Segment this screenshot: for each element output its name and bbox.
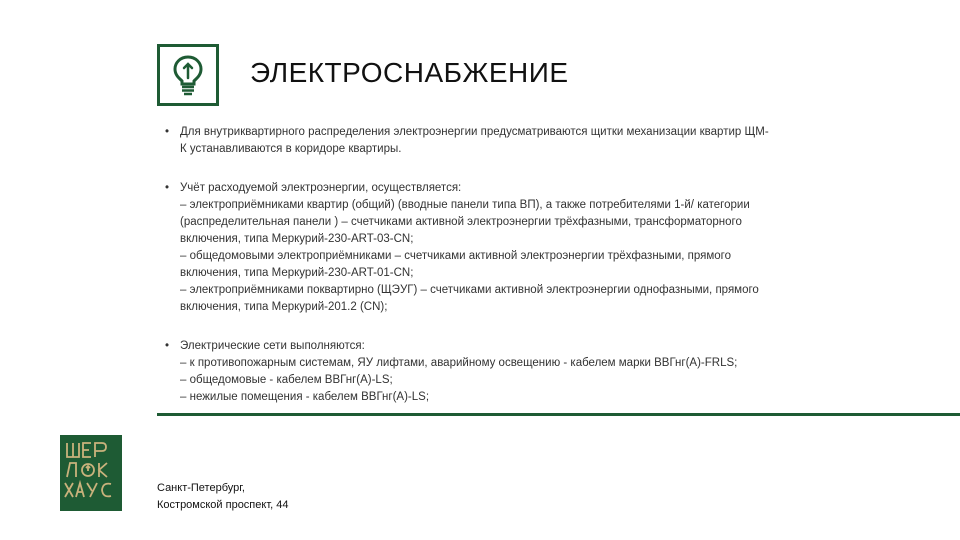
bullet-text-line: – электроприёмниками квартир (общий) (вводные панели типа ВП), а также потребителями 1-й/ категории [180, 199, 750, 211]
bullet-marker: • [165, 126, 170, 138]
logo-graphic [60, 435, 122, 511]
footer-address [157, 480, 288, 514]
bullet-text-line: К устанавливаются в коридоре квартиры. [180, 143, 402, 155]
bullet-item [165, 180, 845, 316]
address-street: Костромской проспект, 44 [157, 499, 289, 511]
content-body [165, 124, 845, 428]
bullet-text-line: Учёт расходуемой электроэнергии, осуществляется: [180, 182, 462, 194]
bullet-text-line: – общедомовые - кабелем ВВГнг(А)-LS; [180, 374, 393, 386]
bullet-text-line: включения, типа Меркурий-230-ART-01-CN; [180, 267, 414, 279]
bullet-text-line: (распределительная панели ) – счетчиками активной электроэнергии трёхфазными, трансформаторного [180, 216, 742, 228]
address-city: Санкт-Петербург, [157, 482, 245, 494]
lightbulb-icon [171, 54, 205, 96]
sherlock-haus-logo [60, 435, 122, 511]
bullet-text-line: включения, типа Меркурий-230-ART-03-CN; [180, 233, 414, 245]
divider-line [157, 413, 960, 416]
bullet-text-line: Для внутриквартирного распределения электроэнергии предусматриваются щитки механизации квартир ЩМ- [180, 126, 769, 138]
bullet-text-line: – общедомовыми электроприёмниками – счетчиками активной электроэнергии трёхфазными, прямого [180, 250, 732, 262]
bullet-item [165, 124, 845, 158]
bullet-marker: • [165, 182, 170, 194]
bullet-text-line: Электрические сети выполняются: [180, 340, 365, 352]
bullet-text-line: – к противопожарным системам, ЯУ лифтами, аварийному освещению - кабелем марки ВВГнг(А)-FRLS; [180, 357, 738, 369]
page-title: ЭЛЕКТРОСНАБЖЕНИЕ [250, 57, 569, 88]
bullet-item [165, 338, 845, 406]
bullet-text-line: – электроприёмниками поквартирно (ЩЭУГ) – счетчиками активной электроэнергии однофазными, прямого [180, 284, 759, 296]
bullet-text-line: включения, типа Меркурий-201.2 (CN); [180, 301, 388, 313]
bullet-marker: • [165, 340, 170, 352]
bullet-text-line: – нежилые помещения - кабелем ВВГнг(А)-LS; [180, 391, 430, 403]
lightbulb-icon-box [157, 44, 219, 106]
